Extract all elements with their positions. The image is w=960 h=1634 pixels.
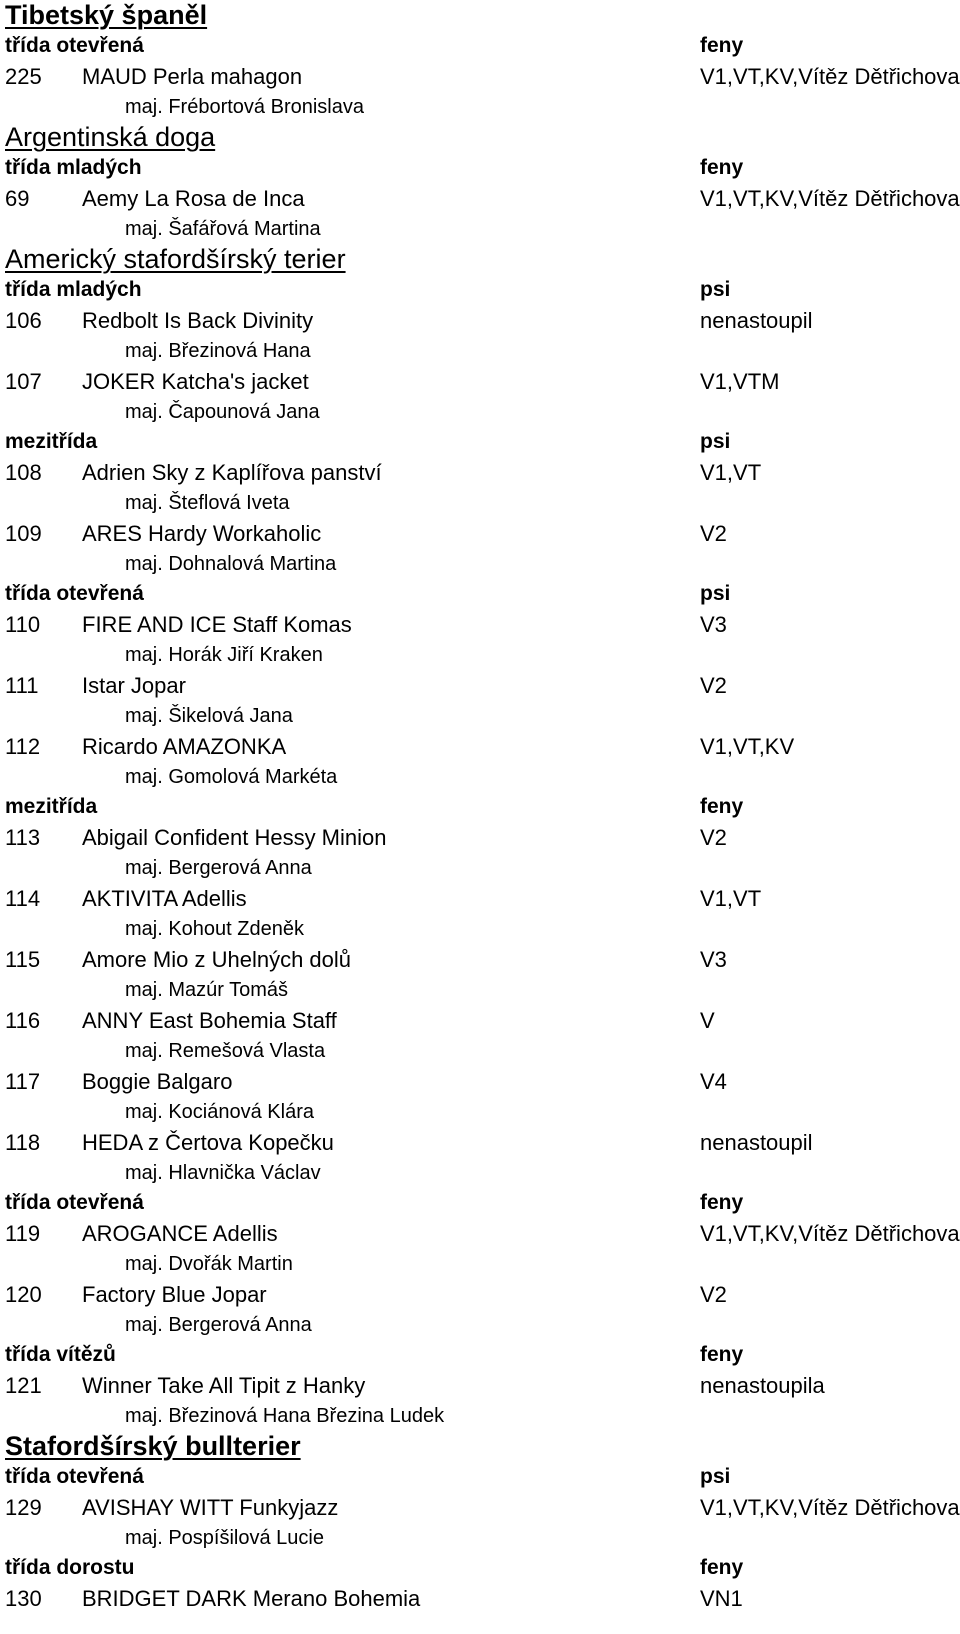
owner-line <box>0 214 960 244</box>
owner-name: maj. Bergerová Anna <box>125 857 312 879</box>
owner-name: maj. Hlavnička Václav <box>125 1162 321 1184</box>
class-name: mezitřída <box>5 430 98 453</box>
owner-line <box>0 975 960 1005</box>
dog-entry <box>0 366 960 397</box>
catalog-number: 109 <box>5 521 42 546</box>
owner-name: maj. Čapounová Jana <box>125 401 320 423</box>
dog-result: nenastoupil <box>700 308 813 333</box>
dog-name: Factory Blue Jopar <box>82 1282 267 1307</box>
breed-heading <box>0 122 960 153</box>
owner-name: maj. Horák Jiří Kraken <box>125 644 323 666</box>
dog-result: V1,VTM <box>700 369 780 394</box>
breed-title: Americký stafordšírský terier <box>5 244 346 274</box>
class-heading <box>0 1188 960 1218</box>
catalog-number: 119 <box>5 1221 41 1246</box>
owner-line <box>0 914 960 944</box>
owner-line <box>0 1158 960 1188</box>
owner-name: maj. Šikelová Jana <box>125 705 293 727</box>
owner-name: maj. Remešová Vlasta <box>125 1040 326 1062</box>
dog-result: V1,VT,KV,Vítěz Dětřichova <box>700 1221 960 1246</box>
owner-line <box>0 1401 960 1431</box>
dog-entry <box>0 1492 960 1523</box>
dog-result: V1,VT,KV,Vítěz Dětřichova <box>700 64 960 89</box>
dog-name: AVISHAY WITT Funkyjazz <box>82 1495 339 1520</box>
dog-entry <box>0 822 960 853</box>
class-sex: feny <box>700 156 744 179</box>
catalog-number: 107 <box>5 369 42 394</box>
owner-name: maj. Šteflová Iveta <box>125 492 290 514</box>
class-heading <box>0 579 960 609</box>
owner-name: maj. Frébortová Bronislava <box>125 96 364 118</box>
dog-result: V1,VT <box>700 886 762 911</box>
dog-result: V3 <box>700 947 727 972</box>
class-name: třída mladých <box>5 156 142 179</box>
catalog-number: 117 <box>5 1069 41 1094</box>
owner-line <box>0 92 960 122</box>
dog-name: MAUD Perla mahagon <box>82 64 303 89</box>
class-name: třída otevřená <box>5 34 144 57</box>
dog-entry <box>0 1583 960 1614</box>
owner-name: maj. Kohout Zdeněk <box>125 918 304 940</box>
class-sex: feny <box>700 34 744 57</box>
dog-entry <box>0 944 960 975</box>
catalog-number: 110 <box>5 612 41 637</box>
class-heading <box>0 1462 960 1492</box>
dog-result: nenastoupila <box>700 1373 825 1398</box>
breed-title: Tibetský španěl <box>5 0 208 30</box>
class-name: třída dorostu <box>5 1556 135 1579</box>
dog-result: V1,VT <box>700 460 762 485</box>
owner-name: maj. Šafářová Martina <box>125 218 321 240</box>
catalog-number: 118 <box>5 1130 41 1155</box>
catalog-number: 108 <box>5 460 42 485</box>
dog-entry <box>0 883 960 914</box>
breed-heading <box>0 1431 960 1462</box>
dog-name: JOKER Katcha's jacket <box>82 369 309 394</box>
catalog-number: 111 <box>5 673 39 698</box>
class-sex: feny <box>700 1556 744 1579</box>
catalog-number: 225 <box>5 64 42 89</box>
dog-entry <box>0 1005 960 1036</box>
owner-name: maj. Březinová Hana Březina Ludek <box>125 1405 445 1427</box>
dog-result: V2 <box>700 673 727 698</box>
dog-entry <box>0 1066 960 1097</box>
class-heading <box>0 1553 960 1583</box>
class-name: třída otevřená <box>5 1465 144 1488</box>
owner-line <box>0 640 960 670</box>
catalog-number: 129 <box>5 1495 42 1520</box>
owner-name: maj. Březinová Hana <box>125 340 311 362</box>
dog-entry <box>0 1279 960 1310</box>
catalog-number: 130 <box>5 1586 42 1611</box>
owner-line <box>0 1310 960 1340</box>
owner-name: maj. Kociánová Klára <box>125 1101 314 1123</box>
dog-name: Aemy La Rosa de Inca <box>82 186 305 211</box>
class-sex: psi <box>700 278 731 301</box>
catalog-number: 115 <box>5 947 41 972</box>
dog-entry <box>0 670 960 701</box>
class-sex: psi <box>700 582 731 605</box>
dog-name: BRIDGET DARK Merano Bohemia <box>82 1586 421 1611</box>
class-name: třída otevřená <box>5 1191 144 1214</box>
dog-name: Redbolt Is Back Divinity <box>82 308 314 333</box>
class-name: třída otevřená <box>5 582 144 605</box>
dog-name: Boggie Balgaro <box>82 1069 233 1094</box>
dog-name: ARES Hardy Workaholic <box>82 521 322 546</box>
dog-entry <box>0 609 960 640</box>
catalog-number: 121 <box>5 1373 42 1398</box>
dog-entry <box>0 731 960 762</box>
dog-name: Istar Jopar <box>82 673 186 698</box>
dog-result: V2 <box>700 521 727 546</box>
dog-result: V3 <box>700 612 727 637</box>
dog-result: V2 <box>700 1282 727 1307</box>
owner-line <box>0 1036 960 1066</box>
class-sex: feny <box>700 795 744 818</box>
class-heading <box>0 792 960 822</box>
dog-result: V1,VT,KV <box>700 734 795 759</box>
dog-name: Winner Take All Tipit z Hanky <box>82 1373 366 1398</box>
owner-name: maj. Pospíšilová Lucie <box>125 1527 324 1549</box>
class-name: třída mladých <box>5 278 142 301</box>
catalog-number: 112 <box>5 734 41 759</box>
owner-name: maj. Bergerová Anna <box>125 1314 312 1336</box>
owner-line <box>0 1523 960 1553</box>
class-heading <box>0 1340 960 1370</box>
dog-result: V2 <box>700 825 727 850</box>
catalog-number: 120 <box>5 1282 42 1307</box>
dog-entry <box>0 518 960 549</box>
class-name: mezitřída <box>5 795 98 818</box>
dog-entry <box>0 305 960 336</box>
owner-line <box>0 1249 960 1279</box>
catalog-number: 116 <box>5 1008 41 1033</box>
catalog-number: 113 <box>5 825 41 850</box>
owner-line <box>0 701 960 731</box>
breed-title: Argentinská doga <box>5 122 216 152</box>
catalog-number: 69 <box>5 186 30 211</box>
owner-name: maj. Dvořák Martin <box>125 1253 293 1275</box>
dog-name: ANNY East Bohemia Staff <box>82 1008 337 1033</box>
class-heading <box>0 153 960 183</box>
dog-result: nenastoupil <box>700 1130 813 1155</box>
breed-title: Stafordšírský bullterier <box>5 1431 301 1461</box>
owner-name: maj. Dohnalová Martina <box>125 553 337 575</box>
catalog-number: 106 <box>5 308 42 333</box>
dog-name: Abigail Confident Hessy Minion <box>82 825 387 850</box>
dog-entry <box>0 1127 960 1158</box>
class-sex: feny <box>700 1191 744 1214</box>
class-sex: psi <box>700 430 731 453</box>
dog-entry <box>0 1218 960 1249</box>
owner-line <box>0 397 960 427</box>
owner-line <box>0 853 960 883</box>
breed-heading <box>0 244 960 275</box>
class-name: třída vítězů <box>5 1343 116 1366</box>
class-sex: feny <box>700 1343 744 1366</box>
dog-name: FIRE AND ICE Staff Komas <box>82 612 352 637</box>
owner-name: maj. Gomolová Markéta <box>125 766 338 788</box>
dog-entry <box>0 457 960 488</box>
dog-entry <box>0 183 960 214</box>
owner-name: maj. Mazúr Tomáš <box>125 979 289 1001</box>
dog-result: VN1 <box>700 1586 743 1611</box>
catalog-number: 114 <box>5 886 41 911</box>
dog-name: Adrien Sky z Kaplířova panství <box>82 460 382 485</box>
owner-line <box>0 336 960 366</box>
dog-result: V1,VT,KV,Vítěz Dětřichova <box>700 186 960 211</box>
class-heading <box>0 275 960 305</box>
dog-result: V1,VT,KV,Vítěz Dětřichova <box>700 1495 960 1520</box>
owner-line <box>0 549 960 579</box>
dog-entry <box>0 61 960 92</box>
dog-result: V <box>700 1008 715 1033</box>
class-heading <box>0 31 960 61</box>
owner-line <box>0 762 960 792</box>
dog-name: HEDA z Čertova Kopečku <box>82 1130 334 1155</box>
class-sex: psi <box>700 1465 731 1488</box>
dog-entry <box>0 1370 960 1401</box>
dog-name: Ricardo AMAZONKA <box>82 734 287 759</box>
breed-heading <box>0 0 960 31</box>
dog-name: AROGANCE Adellis <box>82 1221 278 1246</box>
dog-name: Amore Mio z Uhelných dolů <box>82 947 352 972</box>
dog-result: V4 <box>700 1069 727 1094</box>
class-heading <box>0 427 960 457</box>
owner-line <box>0 488 960 518</box>
owner-line <box>0 1097 960 1127</box>
dog-name: AKTIVITA Adellis <box>82 886 247 911</box>
